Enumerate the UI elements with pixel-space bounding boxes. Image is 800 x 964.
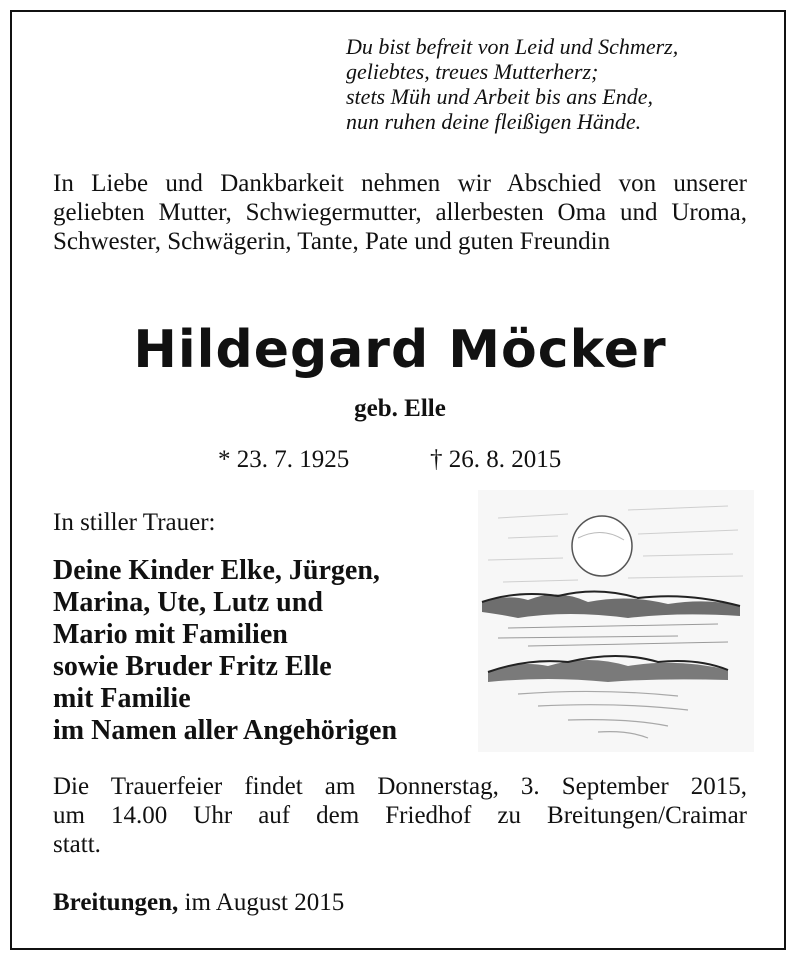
intro-text: In Liebe und Dankbarkeit nehmen wir Abschied von unserer geliebten Mutter, Schwiegermutter, allerbesten Oma und Uroma, Schwester, Schwägerin, Tante, Pate und guten Freundin: [53, 170, 747, 255]
death-date: † 26. 8. 2015: [430, 446, 562, 473]
ceremony-line: um 14.00 Uhr auf dem Friedhof zu Breitungen/Craimar: [53, 802, 747, 829]
mourning-heading: In stiller Trauer:: [53, 509, 216, 536]
poem-line: geliebtes, treues Mutterherz;: [346, 59, 599, 84]
life-dates: [218, 446, 598, 474]
closing-date: im August 2015: [184, 889, 345, 916]
ceremony-line: statt.: [53, 831, 101, 858]
mourners-list: [53, 555, 397, 747]
place-date: [53, 889, 344, 917]
deceased-name: Hildegard Möcker: [133, 320, 667, 380]
mourner-line: Marina, Ute, Lutz und: [53, 587, 323, 618]
birth-date: * 23. 7. 1925: [218, 446, 350, 473]
place-name: Breitungen,: [53, 889, 179, 916]
mourner-line: Mario mit Familien: [53, 619, 288, 650]
moon-over-sea-icon: [478, 490, 754, 752]
mourner-line: Deine Kinder Elke, Jürgen,: [53, 555, 380, 586]
birth-name: geb. Elle: [354, 395, 446, 422]
poem: [346, 34, 766, 134]
poem-line: nun ruhen deine fleißigen Hände.: [346, 109, 642, 134]
ceremony-line: Die Trauerfeier findet am Donnerstag, 3. September 2015,: [53, 773, 747, 800]
poem-line: stets Müh und Arbeit bis ans Ende,: [346, 84, 653, 109]
poem-line: Du bist befreit von Leid und Schmerz,: [346, 34, 679, 59]
mourner-line: sowie Bruder Fritz Elle: [53, 651, 332, 682]
moon-icon: [572, 516, 632, 576]
mourner-line: im Namen aller Angehörigen: [53, 715, 398, 746]
ceremony-text: [53, 772, 747, 859]
mourner-line: mit Familie: [53, 683, 191, 714]
